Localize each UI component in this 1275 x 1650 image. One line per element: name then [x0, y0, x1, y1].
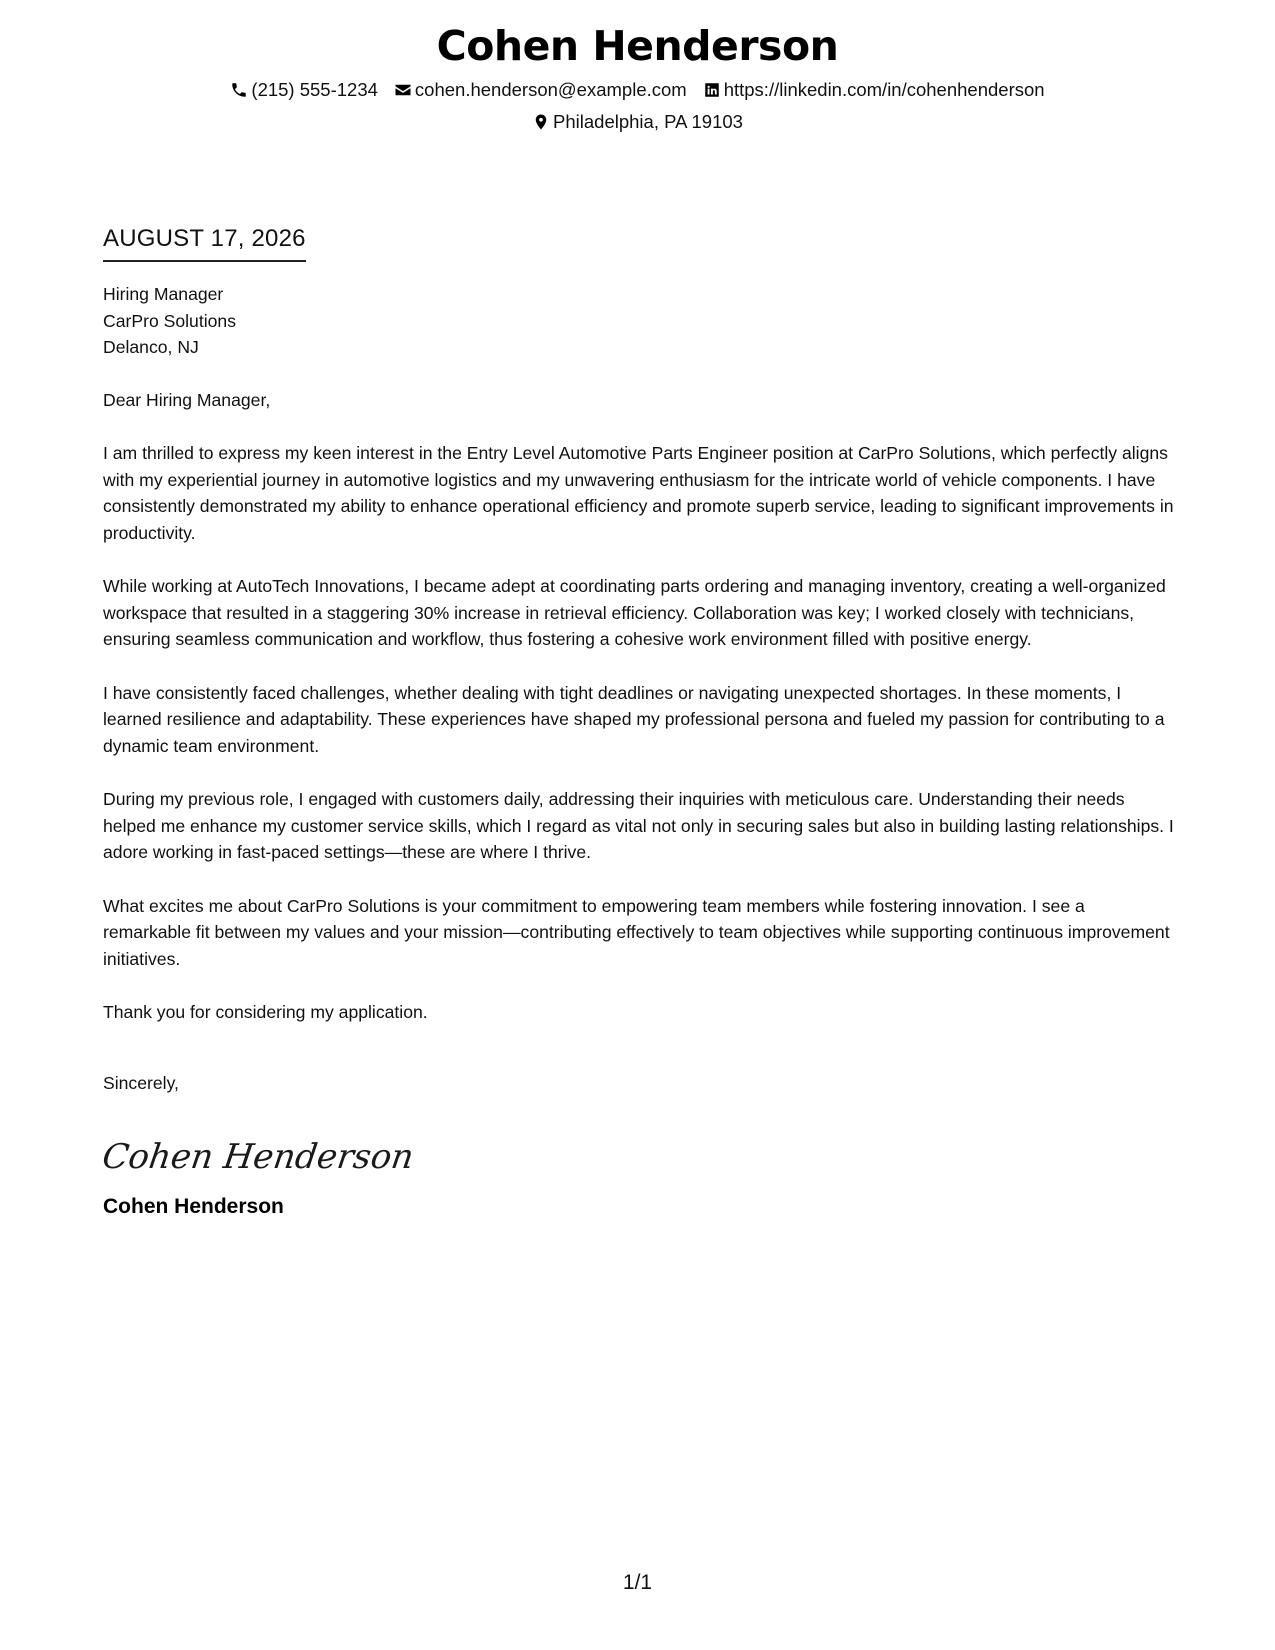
body-paragraph: What excites me about CarPro Solutions is your commitment to empowering team members while fostering innovation. I see a remarkable fit between my values and your mission—contributing effectively to team objectives while supporting continuous improvement initiatives. [103, 895, 1170, 969]
envelope-icon [394, 81, 412, 99]
body-paragraph: I am thrilled to express my keen interest in the Entry Level Automotive Parts Engineer position at CarPro Solutions, which perfectly aligns with my experiential journey in automotive logistics and my unwavering enthusiasm for the intricate world of vehicle components. I have consistently demonstrated my ability to enhance operational efficiency and promote superb service, leading to significant improvements in productivity. [103, 443, 1174, 543]
contact-linkedin[interactable] [703, 74, 1045, 106]
recipient-title: Hiring Manager [103, 284, 224, 304]
signature-image [99, 1126, 417, 1182]
recipient-block [103, 281, 1175, 361]
contact-email[interactable] [394, 74, 687, 106]
phone-icon [230, 81, 248, 99]
applicant-name: Cohen Henderson [436, 22, 839, 70]
body-paragraph: During my previous role, I engaged with customers daily, addressing their inquiries with meticulous care. Understanding their needs helped me enhance my customer service skills, which I regard as vital not only in securing sales but also in building lasting relationships. I adore working in fast-paced settings—these are where I thrive. [103, 789, 1174, 862]
closing-line: Thank you for considering my application. [103, 1002, 428, 1022]
linkedin-url[interactable]: https://linkedin.com/in/cohenhenderson [723, 79, 1045, 100]
contact-row-primary [0, 74, 1275, 106]
linkedin-icon [703, 81, 721, 99]
map-pin-icon [532, 113, 550, 131]
letter-header [0, 18, 1275, 138]
recipient-location: Delanco, NJ [103, 337, 199, 357]
salutation: Dear Hiring Manager, [103, 389, 271, 410]
body-paragraph: While working at AutoTech Innovations, I became adept at coordinating parts ordering and managing inventory, creating a well-organized workspace that resulted in a staggering 30% increase in retrieval efficiency. Collaboration was key; I worked closely with technicians, ensuring seamless communication and workflow, thus fostering a cohesive work environment filled with positive energy. [103, 576, 1166, 649]
signature-text: Cohen Henderson [99, 1137, 417, 1177]
contact-phone [230, 74, 378, 106]
email-address[interactable]: cohen.henderson@example.com [414, 79, 687, 100]
phone-number: (215) 555-1234 [251, 79, 378, 100]
location-text: Philadelphia, PA 19103 [553, 111, 743, 132]
recipient-company: CarPro Solutions [103, 310, 236, 331]
handwritten-signature [99, 1126, 417, 1182]
letter-date: AUGUST 17, 2026 [103, 222, 306, 262]
signed-name: Cohen Henderson [103, 1195, 284, 1218]
signoff: Sincerely, [103, 1072, 179, 1093]
page-number: 1/1 [622, 1571, 653, 1594]
letter-body [99, 281, 1175, 1222]
contact-row-secondary [0, 106, 1275, 138]
contact-location [532, 106, 743, 138]
date-block [103, 222, 306, 262]
body-paragraph: I have consistently faced challenges, whether dealing with tight deadlines or navigating unexpected shortages. In these moments, I learned resilience and adaptability. These experiences have shaped my professional persona and fueled my passion for contributing to a dynamic team environment. [103, 682, 1165, 756]
